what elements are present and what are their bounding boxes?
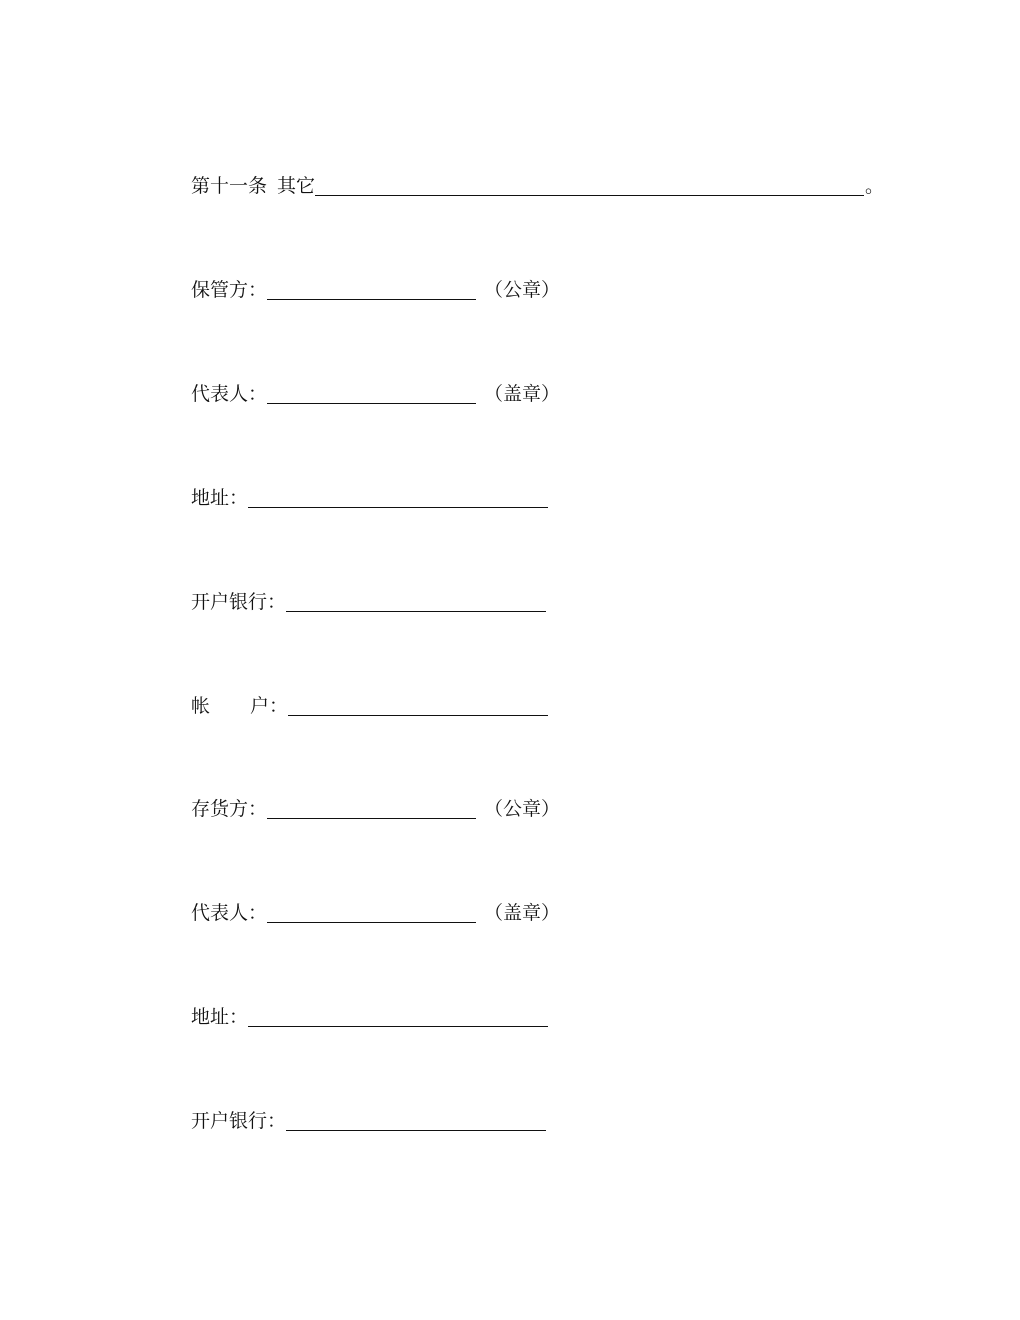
custodian-party-blank[interactable] [267, 279, 476, 300]
depositor-rep-blank[interactable] [267, 902, 476, 923]
custodian-bank-label: 开户银行： [191, 591, 287, 613]
custodian-address-blank[interactable] [248, 487, 548, 508]
depositor-bank-row [191, 1105, 546, 1133]
clause-end-mark: 。 [865, 175, 885, 197]
clause-label: 其它 [277, 175, 316, 197]
custodian-account-label-end: 户： [250, 695, 289, 717]
custodian-account-row [191, 690, 548, 718]
custodian-account-blank[interactable] [288, 695, 548, 716]
depositor-rep-seal: （盖章） [484, 902, 561, 924]
custodian-rep-label: 代表人： [191, 383, 268, 405]
custodian-party-row [191, 274, 560, 302]
custodian-account-label-start: 帐 [191, 695, 211, 717]
custodian-rep-seal: （盖章） [484, 383, 561, 405]
depositor-rep-row [191, 897, 560, 925]
depositor-address-row [191, 1001, 548, 1029]
depositor-address-blank[interactable] [248, 1006, 548, 1027]
clause-number: 第十一条 [191, 175, 268, 197]
clause-other-row [191, 170, 884, 198]
depositor-party-seal: （公章） [484, 798, 561, 820]
custodian-rep-row [191, 378, 560, 406]
custodian-rep-blank[interactable] [267, 383, 476, 404]
custodian-address-label: 地址： [191, 487, 249, 509]
custodian-bank-blank[interactable] [286, 591, 546, 612]
depositor-address-label: 地址： [191, 1006, 249, 1028]
custodian-bank-row [191, 586, 546, 614]
depositor-party-blank[interactable] [267, 798, 476, 819]
depositor-party-row [191, 793, 560, 821]
depositor-bank-blank[interactable] [286, 1110, 546, 1131]
custodian-party-seal: （公章） [484, 279, 561, 301]
custodian-address-row [191, 482, 548, 510]
clause-other-blank[interactable] [315, 175, 864, 196]
depositor-bank-label: 开户银行： [191, 1110, 287, 1132]
depositor-rep-label: 代表人： [191, 902, 268, 924]
custodian-party-label: 保管方： [191, 279, 268, 301]
depositor-party-label: 存货方： [191, 798, 268, 820]
